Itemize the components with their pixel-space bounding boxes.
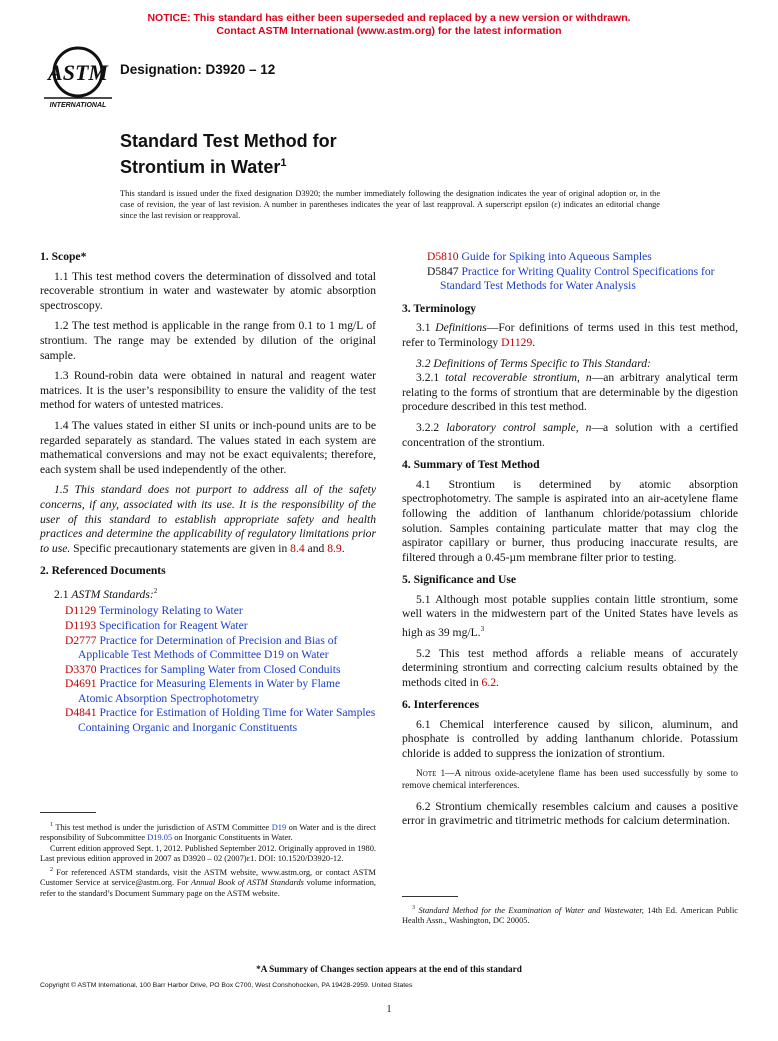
reference-code-link[interactable]: D5847 — [427, 264, 459, 278]
logo-subtext: INTERNATIONAL — [49, 102, 107, 109]
reference-code-link[interactable]: D2777 — [65, 633, 97, 647]
withdrawal-notice — [0, 12, 778, 38]
referenced-standards-list-continued — [402, 250, 738, 294]
reference-code-link[interactable]: D1129 — [65, 604, 97, 618]
reference-item — [52, 619, 376, 634]
footnotes-left — [40, 820, 376, 899]
reference-item — [414, 265, 738, 294]
reference-title-link[interactable]: Specification for Reagent Water — [99, 618, 248, 632]
para-5-2 — [402, 647, 738, 691]
logo-text: ASTM — [48, 60, 108, 85]
para-3-2-2-text: —a solution with a certified concentration of the strontium. — [402, 420, 738, 449]
para-1-3: 1.3 Round-robin data were obtained in natural and reagent water matrices. It is the user’s responsibility to ensure the validity of the test method for waters of untested matrices. — [40, 369, 376, 412]
reference-title-link[interactable]: Practice for Writing Quality Control Specifications for Standard Test Methods for Water Analysis — [440, 264, 715, 293]
term-total-recoverable-strontium: total recoverable strontium, n — [445, 371, 592, 385]
reference-title-link[interactable]: Terminology Relating to Water — [98, 604, 243, 618]
footnotes-right — [402, 903, 738, 927]
footnote-1-marker: 1 — [50, 822, 53, 828]
footnote-2 — [40, 865, 376, 899]
reference-title-link[interactable]: Practice for Measuring Elements in Water by Flame Atomic Absorption Spectrophotometry — [78, 677, 341, 705]
title-line-2: Strontium in Water — [120, 157, 281, 177]
para-5-2-end: . — [496, 675, 499, 689]
left-column — [40, 250, 376, 736]
note-label: Note 1 — [416, 768, 446, 779]
safety-statement: 1.5 This standard does not purport to address all of the safety concerns, if any, associated with its use. It is the responsibility of the user of this standard to establish appropriate safety and health practices and determine the applicability of regulatory limitations prior to use. — [40, 483, 376, 555]
para-2-1-num: 2.1 — [54, 587, 72, 601]
document-title — [120, 130, 337, 178]
para-2-1 — [40, 584, 376, 602]
para-1-5-tail: Specific precautionary statements are given in — [70, 541, 291, 555]
para-3-1-num: 3.1 — [416, 321, 436, 335]
page-number: 1 — [386, 1004, 392, 1015]
reference-item — [52, 663, 376, 678]
referenced-standards-list — [40, 604, 376, 735]
footnote-3-italic: Standard Method for the Examination of Water and Wastewater, — [415, 905, 644, 915]
reference-item — [52, 634, 376, 663]
footnote-rule-right — [402, 896, 458, 897]
footnote-rule-left — [40, 812, 96, 813]
footnote-2-text-a: For referenced ASTM standards, visit the ASTM website, www.astm.org, or contact ASTM Customer Service at service@astm.org. For — [40, 867, 376, 888]
footnote-marker-2: 2 — [153, 586, 158, 595]
reference-title-link[interactable]: Practice for Estimation of Holding Time for Water Samples Containing Organic and Inorganic Constituents — [78, 706, 376, 735]
para-3-1 — [402, 321, 738, 350]
reference-code-link[interactable]: D5810 — [427, 250, 459, 263]
para-3-2-1-num: 3.2.1 — [416, 371, 446, 385]
link-subcommittee-d19-05[interactable]: D19.05 — [147, 833, 173, 843]
notice-line-2: Contact ASTM International (www.astm.org) for the latest information — [216, 25, 562, 37]
footnote-1-text-a: This test method is under the jurisdiction of ASTM Committee — [53, 822, 272, 832]
term-laboratory-control-sample: laboratory control sample, n — [446, 420, 592, 434]
para-6-1: 6.1 Chemical interference caused by silicon, aluminum, and phosphate is controlled by adding lanthanum chloride. Potassium chloride is added to suppress the ionization of strontium. — [402, 717, 738, 761]
reference-title-link[interactable]: Practice for Determination of Precision and Bias of Applicable Test Methods of Committee D19 on Water — [78, 633, 338, 662]
footnote-1-text-c: on Inorganic Constituents in Water. — [172, 833, 293, 843]
footnote-3-text: 14th Ed. American Public Health Assn., Washington, DC 20005. — [402, 905, 738, 926]
para-1-4: 1.4 The values stated in either SI units or inch-pound units are to be regarded separately as standard. The values stated in each system are mathematical conversions and may not be exact equivalents; therefore, each system shall be used independently of the other. — [40, 418, 376, 476]
para-3-2-1 — [402, 371, 738, 415]
title-line-1: Standard Test Method for — [120, 131, 337, 151]
footnote-1-current-edition: Current edition approved Sept. 1, 2012. Published September 2012. Originally approved in 1980. Last previous edition approved in 2007 as D3920 – 02 (2007)ε1. DOI: 10.1520/D3920-12. — [40, 843, 376, 864]
footnote-2-text-b: volume information, refer to the standard’s Document Summary page on the ASTM website. — [40, 878, 376, 898]
link-committee-d19[interactable]: D19 — [271, 822, 287, 832]
para-3-1-text: —For definitions of terms used in this test method, refer to Terminology — [402, 321, 739, 349]
para-5-2-text: 5.2 This test method affords a reliable means of accurately determining strontium and correcting calcium results obtained by the methods cited in — [402, 646, 738, 689]
interferences-heading: 6. Interferences — [402, 698, 480, 712]
summary-heading: 4. Summary of Test Method — [402, 458, 540, 472]
footnote-2-italic: Annual Book of ASTM Standards — [191, 878, 304, 888]
para-5-1 — [402, 593, 738, 641]
definitions-label: Definitions — [435, 321, 487, 335]
para-4-1: 4.1 Strontium is determined by atomic absorption spectrophotometry. The sample is aspirated into an air-acetylene flame following the addition of lanthanum chloride/potassium chloride solution. Samples containing particulate matter that may clog the aspirator capillary or burner, thus producing inaccurate results, are filtered through a 0.45-µm membrane filter prior to testing. — [402, 477, 738, 564]
reference-item — [414, 250, 738, 265]
footnote-3 — [402, 903, 738, 927]
para-5-1-text: 5.1 Although most potable supplies contain little strontium, some well waters in the midwestern part of the United States have levels as high as 39 mg/L. — [402, 592, 738, 639]
para-1-5-end: . — [341, 541, 345, 555]
link-section-8-9[interactable]: 8.9 — [327, 541, 342, 555]
astm-logo — [42, 44, 114, 110]
para-1-5-and: and — [304, 541, 328, 555]
para-3-2-2 — [402, 421, 738, 450]
note-text: —A nitrous oxide-acetylene flame has been used successfully by some to remove chemical interferences. — [402, 768, 738, 791]
para-1-5 — [40, 483, 376, 556]
para-3-2: 3.2 Definitions of Terms Specific to This Standard: — [416, 356, 651, 370]
reference-title-link[interactable]: Practices for Sampling Water from Closed Conduits — [99, 662, 341, 676]
referenced-documents-heading: 2. Referenced Documents — [40, 564, 166, 578]
footnote-3-marker: 3 — [412, 905, 415, 911]
note-1 — [402, 768, 738, 792]
right-column — [402, 250, 738, 835]
terminology-heading: 3. Terminology — [402, 301, 477, 315]
notice-line-1: NOTICE: This standard has either been superseded and replaced by a new version or withdrawn. — [147, 12, 631, 24]
reference-title-link[interactable]: Guide for Spiking into Aqueous Samples — [461, 250, 652, 263]
reference-code-link[interactable]: D1193 — [65, 618, 97, 632]
reference-item — [52, 706, 376, 735]
link-section-8-4[interactable]: 8.4 — [290, 541, 305, 555]
reference-item — [52, 677, 376, 706]
designation: Designation: D3920 – 12 — [120, 62, 276, 77]
astm-standards-label: ASTM Standards: — [71, 587, 154, 601]
para-3-1-end: . — [532, 335, 536, 349]
issuance-statement: This standard is issued under the fixed designation D3920; the number immediately following the designation indicates the year of original adoption or, in the case of revision, the year of last revision. A number in parentheses indicates the year of last reapproval. A superscript epsilon (ε) indicates an editorial change since the last revision or reapproval. — [120, 189, 660, 220]
title-footnote-marker: 1 — [280, 157, 287, 169]
significance-heading: 5. Significance and Use — [402, 573, 517, 587]
link-d1129[interactable]: D1129 — [501, 335, 533, 349]
para-1-2: 1.2 The test method is applicable in the range from 0.1 to 1 mg/L of strontium. The range may be extended by dilution of the original sample. — [40, 319, 376, 362]
summary-of-changes-notice: *A Summary of Changes section appears at the end of this standard — [256, 964, 522, 974]
para-3-2-2-num: 3.2.2 — [416, 420, 447, 434]
reference-code-link[interactable]: D4691 — [65, 677, 97, 691]
para-1-1: 1.1 This test method covers the determination of dissolved and total recoverable strontium in water and wastewater by atomic absorption spectroscopy. — [40, 269, 376, 312]
copyright: Copyright © ASTM International, 100 Barr Harbor Drive, PO Box C700, West Conshohocken, PA 19428-2959. United States — [40, 982, 413, 989]
footnote-2-marker: 2 — [50, 866, 53, 873]
reference-code-link[interactable]: D4841 — [65, 706, 97, 720]
footnote-1-text-b: on Water and is the direct responsibility of Subcommittee — [40, 822, 376, 843]
link-section-6-2[interactable]: 6.2 — [481, 675, 497, 689]
scope-heading: 1. Scope* — [40, 250, 87, 263]
footnote-marker-3: 3 — [480, 625, 485, 634]
footnote-1 — [40, 820, 376, 844]
reference-code-link[interactable]: D3370 — [65, 662, 97, 676]
para-3-2-1-text: —an arbitrary analytical term relating to the forms of strontium that are determinable by the digestion procedure described in this test method. — [402, 371, 739, 414]
para-6-2: 6.2 Strontium chemically resembles calcium and causes a positive error in gravimetric and titrimetric methods for calcium determination. — [402, 799, 738, 828]
reference-item — [52, 604, 376, 619]
